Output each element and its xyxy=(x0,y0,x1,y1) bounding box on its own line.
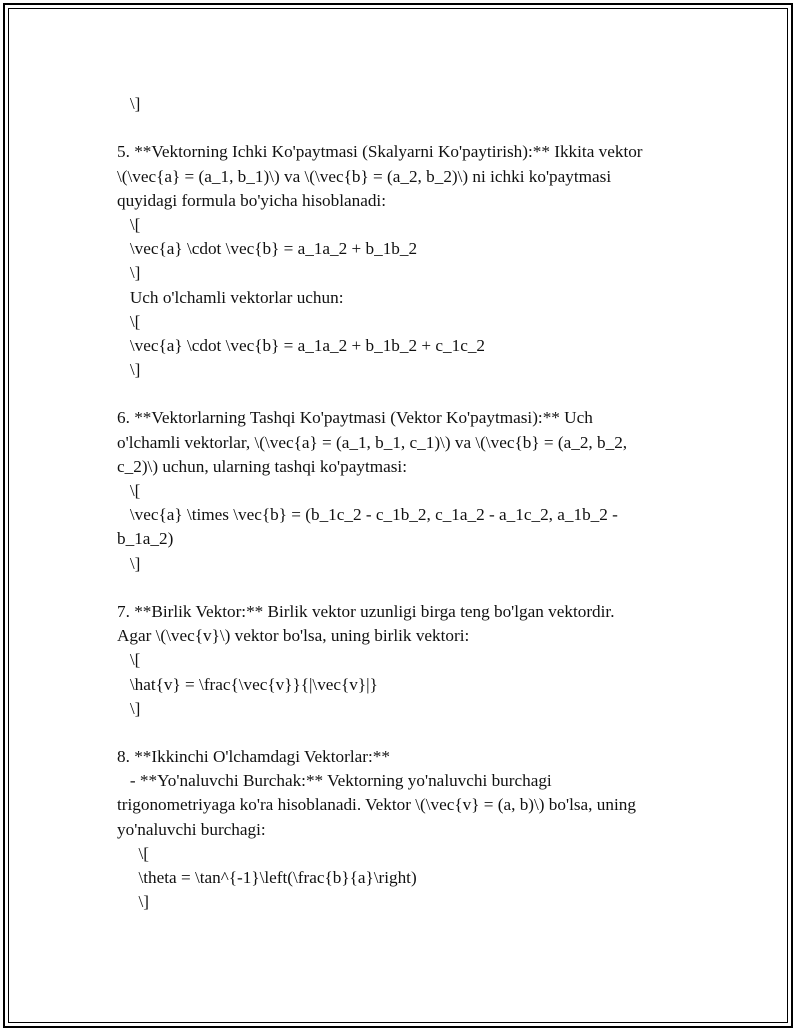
text-line: \hat{v} = \frac{\vec{v}}{|\vec{v}|} xyxy=(117,674,378,694)
text-line: c_2)\) uchun, ularning tashqi ko'paytmasi: xyxy=(117,456,407,476)
blank-line xyxy=(117,382,697,406)
text-line: 8. **Ikkinchi O'lchamdagi Vektorlar:** xyxy=(117,747,390,767)
text-line: trigonometriyaga ko'ra hisoblanadi. Vektor \(\vec{v} = (a, b)\) bo'lsa, uning xyxy=(117,795,636,815)
text-line: \vec{a} \cdot \vec{b} = a_1a_2 + b_1b_2 xyxy=(117,239,418,259)
text-line: \[ xyxy=(117,843,149,863)
text-line: o'lchamli vektorlar, \(\vec{a} = (a_1, b_1, c_1)\) va \(\vec{b} = (a_2, b_2, xyxy=(117,432,628,452)
text-line: quyidagi formula bo'yicha hisoblanadi: xyxy=(117,190,386,210)
text-line: \] xyxy=(117,553,141,573)
blank-line xyxy=(117,721,697,745)
text-line: \vec{a} \cdot \vec{b} = a_1a_2 + b_1b_2 + c_1c_2 xyxy=(117,335,486,355)
text-line: Uch o'lchamli vektorlar uchun: xyxy=(117,287,344,307)
text-line: \[ xyxy=(117,214,141,234)
text-line: yo'naluvchi burchagi: xyxy=(117,819,266,839)
text-line: \[ xyxy=(117,481,141,500)
document-body xyxy=(117,92,697,914)
text-line: 5. **Vektorning Ichki Ko'paytmasi (Skalyarni Ko'paytirish):** Ikkita vektor xyxy=(117,142,643,162)
text-line: \(\vec{a} = (a_1, b_1)\) va \(\vec{b} = (a_2, b_2)\) ni ichki ko'paytmasi xyxy=(117,166,612,186)
text-line: 6. **Vektorlarning Tashqi Ko'paytmasi (Vektor Ko'paytmasi):** Uch xyxy=(117,408,593,428)
text-line: \] xyxy=(117,698,141,718)
text-line: \] xyxy=(117,263,141,283)
blank-line xyxy=(117,576,697,600)
text-line: \] xyxy=(117,360,141,380)
blank-line xyxy=(117,116,697,140)
text-line: 7. **Birlik Vektor:** Birlik vektor uzunligi birga teng bo'lgan vektordir. xyxy=(117,601,615,621)
text-line: \] xyxy=(117,892,149,912)
text-line: - **Yo'naluvchi Burchak:** Vektorning yo'naluvchi burchagi xyxy=(117,771,552,791)
text-line: Agar \(\vec{v}\) vektor bo'lsa, uning birlik vektori: xyxy=(117,626,470,646)
text-line: \theta = \tan^{-1}\left(\frac{b}{a}\right) xyxy=(117,868,417,887)
text-line: \] xyxy=(117,94,141,113)
text-line: b_1a_2) xyxy=(117,529,174,549)
text-line: \[ xyxy=(117,650,141,670)
text-line: \vec{a} \times \vec{b} = (b_1c_2 - c_1b_2, c_1a_2 - a_1c_2, a_1b_2 - xyxy=(117,505,618,525)
text-line: \[ xyxy=(117,311,141,331)
